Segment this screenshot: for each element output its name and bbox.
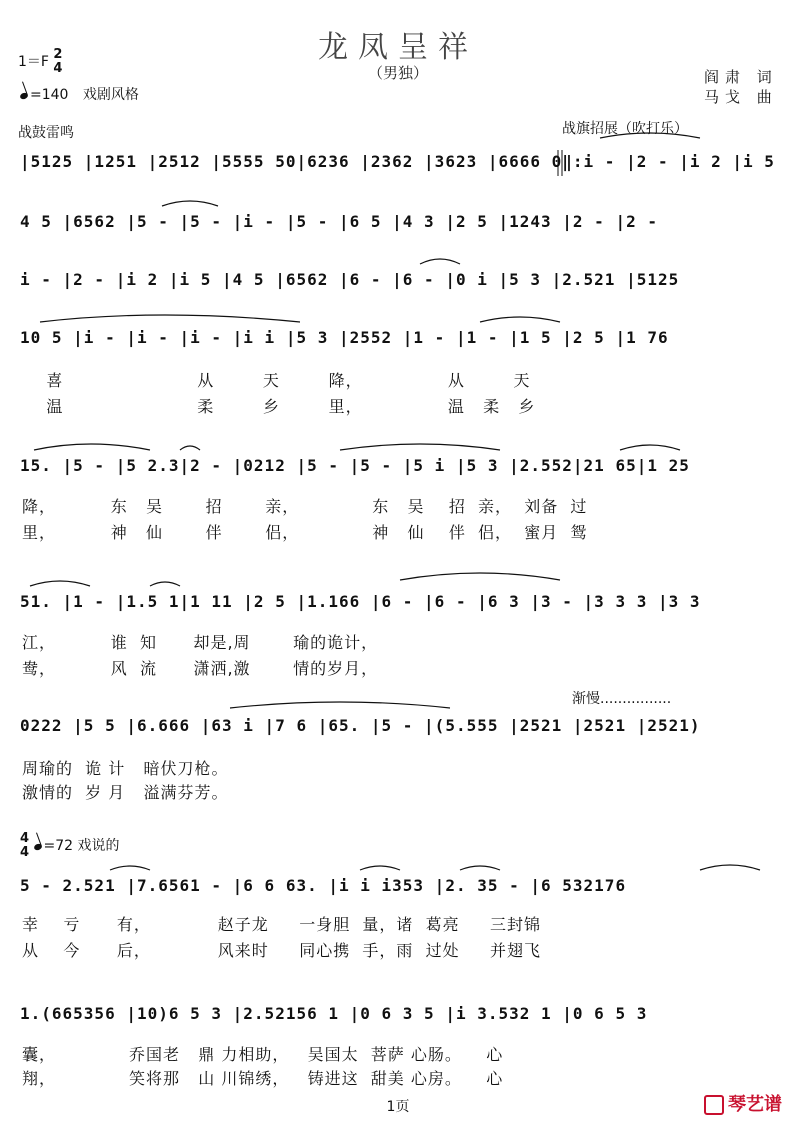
lyric-9b: 翔， 笑将那 山 川锦绣， 铸进这 甜美 心房。 心 (22, 1069, 504, 1088)
key-text: 1＝F (18, 54, 49, 70)
slur (460, 866, 500, 870)
score-line-8: 5 - 2.521 |7.6561 - |6 6 63. |i i i353 |2. 35 - |6 532176 (20, 876, 627, 895)
quarter-note-icon (19, 92, 29, 100)
quarter-note-icon-2 (33, 843, 43, 851)
lyric-8b: 从 今 后， 风来时 同心携 手，雨 过处 并翅飞 (22, 941, 542, 960)
lyric-4b: 温 柔 乡 里， 温 柔 乡 (22, 397, 536, 416)
key-signature (18, 48, 62, 76)
tempo-marking-2 (20, 832, 120, 860)
slur (162, 201, 218, 206)
slur (420, 259, 460, 264)
time-signature-2 (20, 832, 29, 860)
lyric-6b: 鸯， 风 流 潇洒,激 情的岁月， (22, 659, 379, 678)
logo-icon (704, 1095, 724, 1115)
score-line-6: 51. |1 - |1.5 1|1 11 |2 5 |1.166 |6 - |6 - |6 3 |3 - |3 3 3 |3 3 (20, 592, 701, 611)
slur (180, 446, 200, 450)
score-line-4: 10 5 |i - |i - |i - |i i |5 3 |2552 |1 - |1 - |1 5 |2 5 |1 76 (20, 328, 669, 347)
lyric-4a: 喜 从 天 降， 从 天 (22, 371, 531, 390)
slur (110, 866, 150, 870)
slur (400, 573, 560, 580)
lyric-6a: 江， 谁 知 却是,周 瑜的诡计， (22, 633, 379, 652)
time2-bottom: 4 (20, 845, 30, 860)
tempo2-style: 戏说的 (77, 838, 120, 854)
score-line-5: 15. |5 - |5 2.3|2 - |0212 |5 - |5 - |5 i |5 3 |2.552|21 65|1 25 (20, 456, 690, 475)
score-line-2: 4 5 |6562 |5 - |5 - |i - |5 - |6 5 |4 3 |2 5 |1243 |2 - |2 - (20, 212, 658, 231)
slur (40, 315, 300, 322)
time-bottom: 4 (53, 61, 63, 76)
lyric-7b: 激情的 岁 月 溢满芬芳。 (22, 783, 229, 802)
score-line-9: 1.(665356 |10)6 5 3 |2.52156 1 |0 6 3 5 |i 3.532 1 |0 6 5 3 (20, 1004, 648, 1023)
slur (620, 445, 680, 450)
lyricist-credit: 阎肃 词 (704, 68, 778, 86)
site-watermark (704, 1090, 782, 1116)
style-marking: 戏剧风格 (82, 87, 139, 103)
tempo2-value: =72 (43, 838, 74, 854)
lyric-9a: 囊， 乔国老 鼎 力相助， 吴国太 菩萨 心肠。 心 (22, 1045, 504, 1064)
tempo-marking (20, 84, 139, 104)
slur (340, 444, 500, 450)
lyric-7a: 周瑜的 诡 计 暗伏刀枪。 (22, 759, 229, 778)
slur (230, 702, 450, 708)
tempo-value: =140 (30, 87, 69, 103)
section-marking: 战旗招展（吹打乐） (562, 121, 688, 137)
score-line-7: 0222 |5 5 |6.666 |63 i |7 6 |65. |5 - |(5.555 |2521 |2521 |2521) (20, 716, 701, 735)
slur (480, 317, 560, 322)
slur (150, 582, 180, 586)
slur (30, 581, 90, 586)
intro-marking: 战鼓雷鸣 (18, 125, 74, 141)
slur (360, 866, 400, 870)
watermark-text: 琴艺谱 (728, 1094, 782, 1115)
song-subtitle: （男独） (367, 64, 428, 82)
score-line-3: i - |2 - |i 2 |i 5 |4 5 |6562 |6 - |6 - |0 i |5 3 |2.521 |5125 (20, 270, 680, 289)
lyric-5a: 降， 东 吴 招 亲， 东 吴 招 亲， 刘备 过 (22, 497, 588, 516)
time-top: 2 (53, 47, 63, 62)
lyric-5b: 里， 神 仙 伴 侣， 神 仙 伴 侣， 蜜月 鸳 (22, 523, 588, 542)
slur (700, 865, 760, 870)
lyric-8a: 幸 亏 有， 赵子龙 一身胆 量，诸 葛亮 三封锦 (22, 915, 542, 934)
rit-marking: 渐慢................ (572, 691, 672, 707)
time-signature (53, 48, 62, 76)
composer-credit: 马戈 曲 (704, 88, 778, 106)
page-number: 1页 (386, 1099, 410, 1115)
song-title: 龙凤呈祥 (318, 30, 478, 65)
time2-top: 4 (20, 831, 30, 846)
slur (34, 444, 150, 450)
score-line-1: |5125 |1251 |2512 |5555 50|6236 |2362 |3623 |6666 0‖:i - |2 - |i 2 |i 5 (20, 152, 775, 171)
